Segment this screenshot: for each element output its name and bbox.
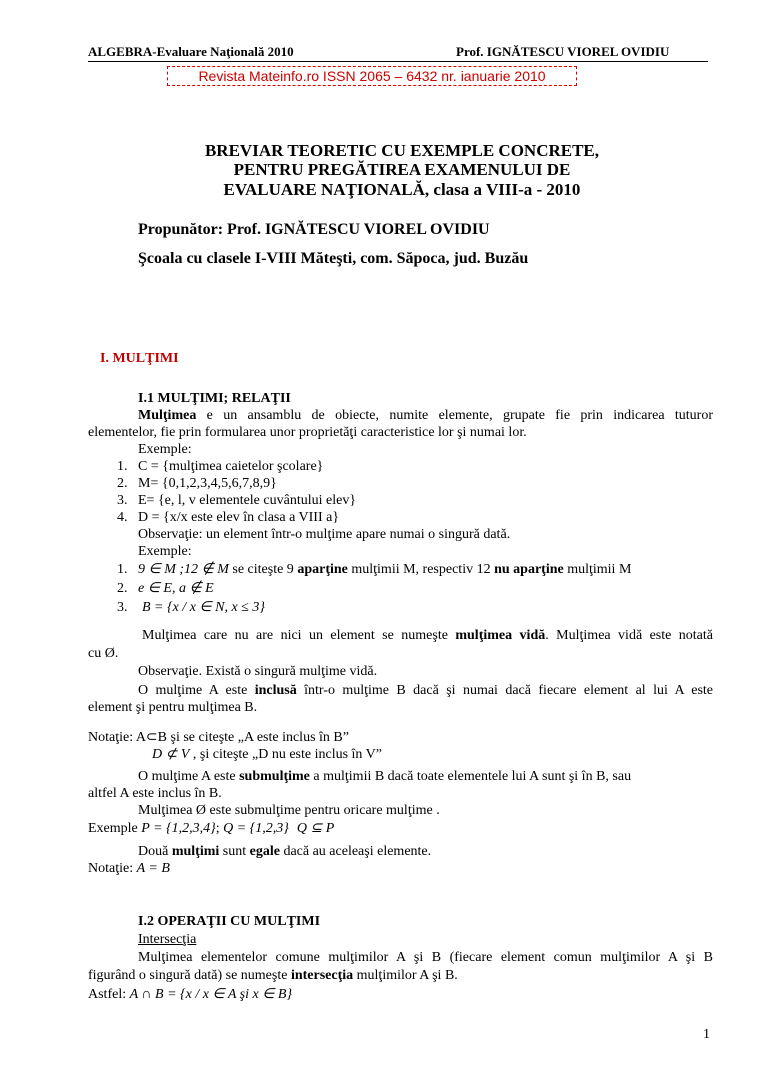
- empty-subset-line: Mulţimea Ø este submulţime pentru oricare mulţime .: [138, 803, 440, 818]
- example-number: 3.: [117, 600, 128, 615]
- math-expression: Q ⊆ P: [296, 821, 335, 836]
- example-number: 2.: [117, 476, 128, 491]
- term-nu-apartine: nu aparţine: [494, 562, 564, 577]
- definition-line-2: elementelor, fie prin formularea unor proprietăţi caracteristice lor şi numai lor.: [88, 425, 527, 440]
- math-expression: A = B: [136, 861, 170, 876]
- math-expression: 9 ∈ M ;12 ∉ M: [138, 562, 229, 577]
- subsection-1-2-heading: I.2 OPERAŢII CU MULŢIMI: [138, 914, 321, 929]
- examples-label: Exemple:: [138, 442, 192, 457]
- definition-line-1: [138, 407, 713, 424]
- example-number: 2.: [117, 581, 128, 596]
- school-line: Şcoala cu clasele I-VIII Măteşti, com. Săpoca, jud. Buzău: [138, 250, 529, 267]
- inclusion-line-1: [138, 682, 713, 699]
- intersection-line-1: Mulţimea elementelor comune mulţimilor A şi B (fiecare element comun mulţimilor A şi B: [138, 950, 713, 965]
- doc-title-line-2: PENTRU PREGĂTIREA EXAMENULUI DE: [233, 160, 571, 179]
- example-number: 1.: [117, 459, 128, 474]
- math-expression: A ∩ B = {x / x ∈ A şi x ∈ B}: [129, 987, 293, 1002]
- text: Două: [138, 844, 172, 859]
- text: . Mulţimea vidă este notată: [545, 628, 713, 643]
- example-text: M= {0,1,2,3,4,5,6,7,8,9}: [138, 476, 277, 491]
- text: într-o mulţime B dacă şi numai dacă fiecare element al lui A este: [296, 683, 713, 698]
- intersection-heading: Intersecţia: [138, 932, 197, 947]
- doc-title-line-1: BREVIAR TEORETIC CU EXEMPLE CONCRETE,: [204, 141, 600, 160]
- math-expression: P = {1,2,3,4}: [141, 821, 216, 836]
- example-text: E= {e, l, v elementele cuvântului elev}: [138, 493, 357, 508]
- membership-example: [138, 561, 631, 578]
- text: sunt: [219, 844, 250, 859]
- term-multimea-vida: mulţimea vidă: [455, 628, 546, 643]
- subset-line-2: altfel A este inclus în B.: [88, 786, 222, 801]
- text: figurând o singură dată) se numeşte: [88, 968, 291, 983]
- equal-sets-line: [138, 843, 431, 860]
- text: Mulţimea care nu are nici un element se numeşte: [142, 628, 456, 643]
- author-line: Propunător: Prof. IGNĂTESCU VIOREL OVIDIU: [138, 221, 490, 238]
- text: se citeşte 9: [228, 562, 298, 577]
- observation-1: Observaţie: un element într-o mulţime apare numai o singură dată.: [138, 527, 511, 542]
- example-text: C = {mulţimea caietelor şcolare}: [138, 459, 324, 474]
- notation-non-inclusion: [152, 746, 382, 763]
- text: a mulţimii B dacă toate elementele lui A sunt şi în B, sau: [309, 769, 632, 784]
- text: O mulţime A este: [138, 683, 255, 698]
- example-number: 4.: [117, 510, 128, 525]
- text: mulţimilor A şi B.: [353, 968, 458, 983]
- text: dacă au aceleaşi elemente.: [279, 844, 432, 859]
- text: Exemple: [88, 821, 142, 836]
- empty-set-line-1: [142, 627, 713, 644]
- observation-2: Observaţie. Există o singură mulţime vidă.: [138, 664, 378, 679]
- header-right: Prof. IGNĂTESCU VIOREL OVIDIU: [456, 44, 670, 59]
- notation-equality: [88, 860, 170, 877]
- term-multimi: mulţimi: [171, 844, 220, 859]
- section-heading-multimi: I. MULŢIMI: [100, 351, 179, 366]
- example-text: D = {x/x este elev în clasa a VIII a}: [138, 510, 340, 525]
- term-submultime: submulţime: [239, 769, 310, 784]
- example-number: 1.: [117, 562, 128, 577]
- page-number: 1: [703, 1027, 710, 1042]
- math-expression: D ⊄ V: [152, 747, 190, 762]
- subset-line-1: [138, 768, 631, 785]
- term-egale: egale: [249, 844, 280, 859]
- intersection-definition: [88, 986, 292, 1003]
- doc-title-line-3: EVALUARE NAŢIONALĂ, clasa a VIII-a - 2010: [223, 180, 581, 199]
- text: ;: [215, 821, 224, 836]
- math-expression: B = {x / x ∈ N, x ≤ 3}: [142, 600, 265, 615]
- journal-banner: Revista Mateinfo.ro ISSN 2065 – 6432 nr. ianuarie 2010: [167, 66, 577, 86]
- term-multimea: Mulţimea: [138, 408, 197, 423]
- header-left: ALGEBRA-Evaluare Naţională 2010: [88, 44, 294, 59]
- subset-example-line: [88, 820, 334, 837]
- text: Notaţie:: [88, 861, 137, 876]
- examples-label-2: Exemple:: [138, 544, 192, 559]
- text: , şi citeşte „D nu este inclus în V”: [189, 747, 382, 762]
- text: mulţimii M: [563, 562, 632, 577]
- example-number: 3.: [117, 493, 128, 508]
- header-rule: [88, 61, 708, 62]
- empty-set-line-2: cu Ø.: [88, 646, 119, 661]
- subsection-1-1-heading: I.1 MULŢIMI; RELAŢII: [138, 391, 291, 406]
- text: Astfel:: [88, 987, 130, 1002]
- term-intersectia: intersecţia: [290, 968, 354, 983]
- notation-inclusion: Notaţie: A⊂B şi se citeşte „A este inclus în B”: [88, 730, 349, 745]
- text: O mulţime A este: [138, 769, 240, 784]
- intersection-line-2: [88, 967, 458, 984]
- text: mulţimii M, respectiv 12: [347, 562, 495, 577]
- inclusion-line-2: element şi pentru mulţimea B.: [88, 700, 258, 715]
- definition-text: e un ansamblu de obiecte, numite elemente, grupate fie prin indicarea tuturor: [196, 408, 713, 423]
- math-expression: e ∈ E, a ∉ E: [138, 581, 214, 596]
- term-inclusa: inclusă: [254, 683, 297, 698]
- term-apartine: aparţine: [297, 562, 348, 577]
- math-expression: Q = {1,2,3}: [223, 821, 289, 836]
